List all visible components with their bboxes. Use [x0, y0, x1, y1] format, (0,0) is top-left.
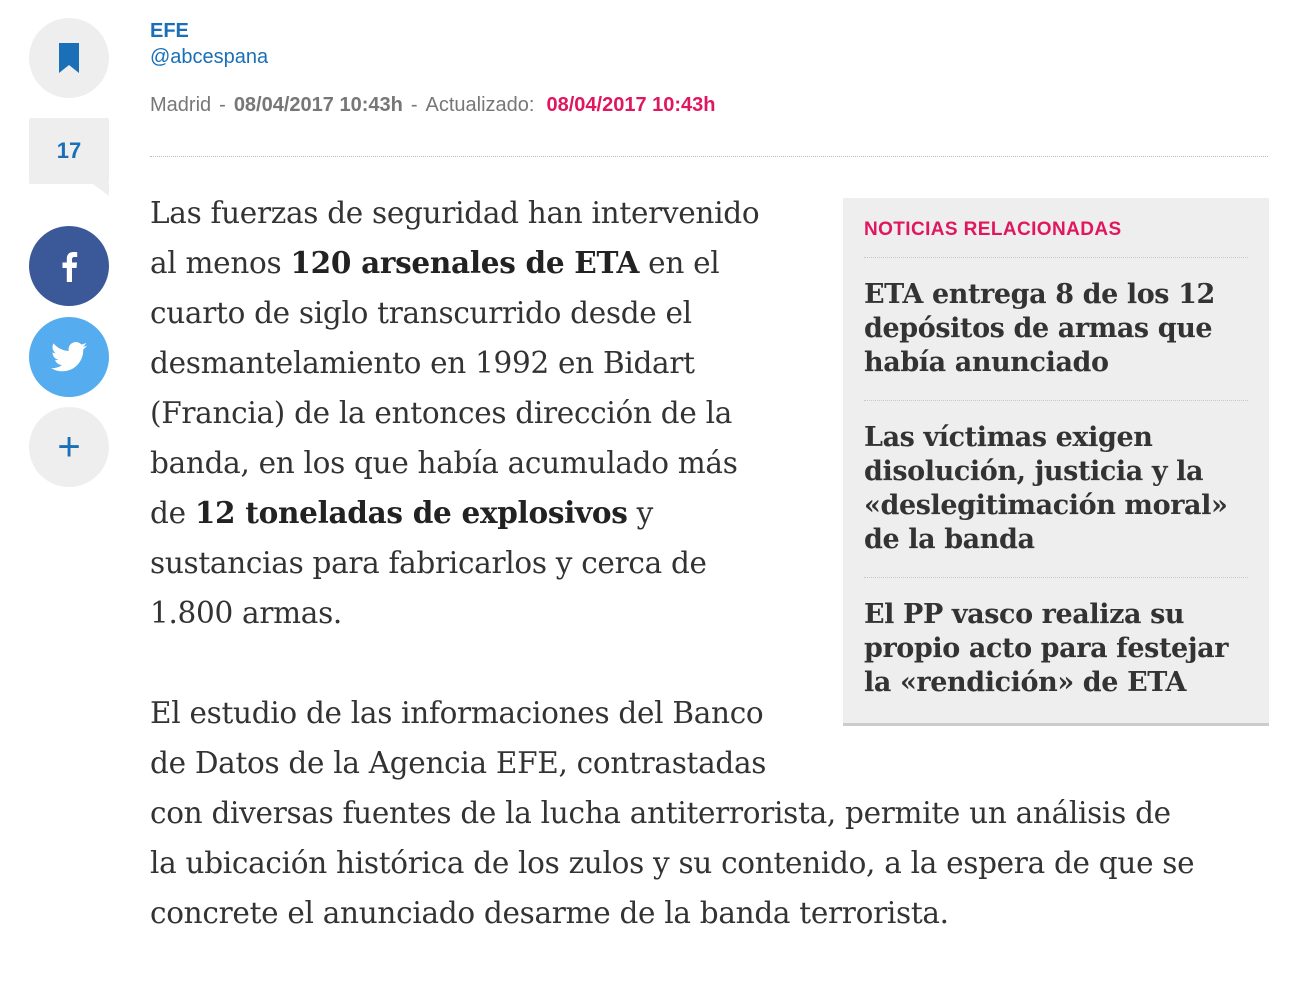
paragraph-line: la ubicación histórica de los zulos y su contenido, a la espera de que se [150, 846, 1195, 880]
text-span: en el [639, 246, 720, 280]
related-news-link[interactable] [864, 401, 1248, 578]
separator: - [410, 94, 418, 116]
paragraph-line: cuarto de siglo transcurrido desde el [150, 296, 692, 330]
byline-divider [150, 156, 1268, 157]
link-line: de la banda [864, 524, 1035, 555]
paragraph-line: banda, en los que había acumulado más [150, 446, 738, 480]
text-span: y [627, 496, 654, 530]
paragraph-line: sustancias para fabricarlos y cerca de [150, 546, 707, 580]
link-line: Las víctimas exigen [864, 422, 1153, 453]
link-line: propio acto para festejar [864, 633, 1229, 664]
facebook-icon [60, 250, 78, 282]
updated-date: 08/04/2017 10:43h [546, 94, 716, 116]
paragraph-line: 1.800 armas. [150, 596, 342, 630]
separator: - [219, 94, 226, 116]
paragraph-line: Las fuerzas de seguridad han intervenido [150, 196, 760, 230]
plus-icon: + [57, 425, 81, 469]
bold-text: 120 arsenales de ETA [290, 245, 640, 280]
link-line: depósitos de armas que [864, 313, 1213, 344]
bookmark-button[interactable] [29, 18, 109, 98]
related-news-box [843, 198, 1269, 726]
dateline [150, 94, 716, 117]
twitter-icon [51, 342, 87, 372]
published-date: 08/04/2017 10:43h [233, 94, 403, 116]
related-news-link[interactable] [864, 578, 1248, 720]
link-line: El PP vasco realiza su [864, 599, 1185, 630]
link-line: disolución, justicia y la [864, 456, 1204, 487]
paragraph-line: El estudio de las informaciones del Banco [150, 696, 764, 730]
author-name[interactable]: EFE [150, 20, 189, 42]
location: Madrid [150, 94, 212, 116]
bookmark-icon [58, 43, 80, 73]
link-line: «deslegitimación moral» [864, 490, 1228, 521]
related-news-title: NOTICIAS RELACIONADAS [864, 219, 1248, 258]
bold-text: 12 toneladas de explosivos [194, 495, 628, 530]
link-line: había anunciado [864, 347, 1109, 378]
paragraph-line: de Datos de la Agencia EFE, contrastadas [150, 746, 767, 780]
comments-count-button[interactable] [29, 118, 109, 184]
paragraph-line: con diversas fuentes de la lucha antiterrorista, permite un análisis de [150, 796, 1171, 830]
paragraph-line: (Francia) de la entonces dirección de la [150, 396, 733, 430]
twitter-share-button[interactable] [29, 317, 109, 397]
link-line: ETA entrega 8 de los 12 [864, 279, 1215, 310]
link-line: la «rendición» de ETA [864, 667, 1187, 698]
updated-label: Actualizado: [425, 94, 535, 116]
text-span: de [150, 496, 195, 530]
related-news-link[interactable] [864, 258, 1248, 401]
author-handle[interactable]: @abcespana [150, 46, 269, 68]
facebook-share-button[interactable] [29, 226, 109, 306]
text-span: al menos [150, 246, 291, 280]
paragraph-line: desmantelamiento en 1992 en Bidart [150, 346, 695, 380]
comments-count: 17 [56, 138, 82, 163]
paragraph-line: concrete el anunciado desarme de la banda terrorista. [150, 896, 949, 930]
more-share-button[interactable] [29, 407, 109, 487]
